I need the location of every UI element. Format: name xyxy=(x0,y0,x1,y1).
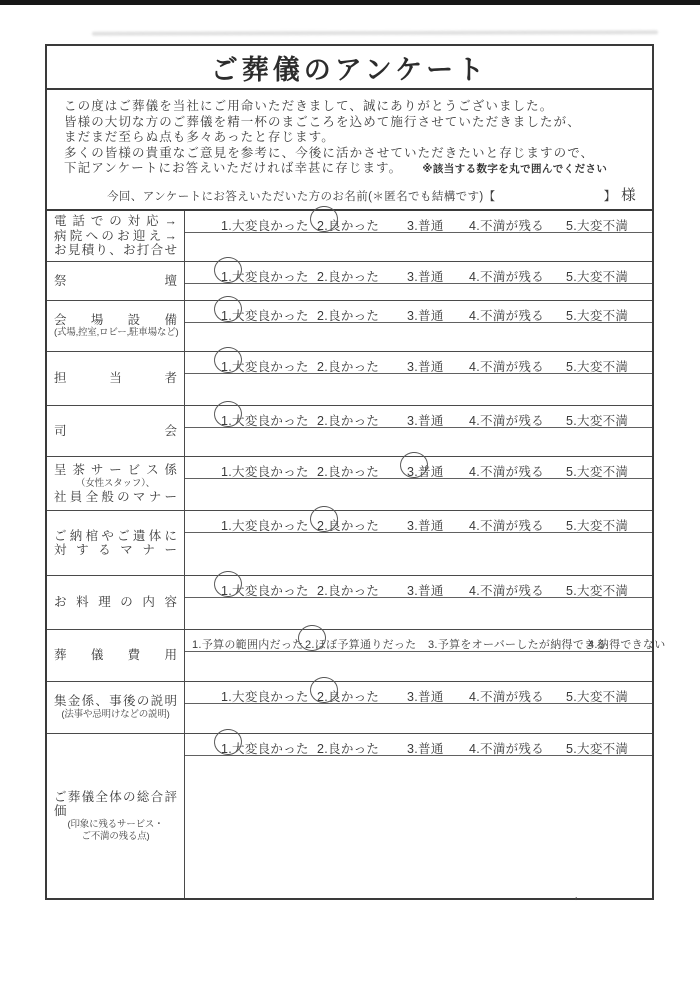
rating-options xyxy=(185,352,652,374)
rating-options xyxy=(185,576,652,598)
table-row xyxy=(47,352,652,406)
table-row xyxy=(47,262,652,301)
rating-option[interactable]: 5.大変不満 xyxy=(566,690,629,704)
rating-option[interactable]: 5.大変不満 xyxy=(566,519,629,533)
intro-section xyxy=(47,90,652,209)
rating-option[interactable]: 5.大変不満 xyxy=(566,414,629,428)
rating-option[interactable]: 2.良かった xyxy=(317,742,380,756)
question-sublabel-line: （女性スタッフ）、 xyxy=(76,477,155,489)
rating-option[interactable]: 2.良かった xyxy=(317,414,380,428)
question-label-line: 集金係、事後の説明 xyxy=(54,694,177,709)
rating-option[interactable]: 5.大変不満 xyxy=(566,584,629,598)
question-label-line: 病院へのお迎え→ xyxy=(54,228,177,243)
question-label xyxy=(47,211,185,261)
rating-option[interactable]: 4.不満が残る xyxy=(469,309,545,323)
respondent-name-line xyxy=(64,189,638,206)
rating-option[interactable]: 2.良かった xyxy=(317,360,380,374)
rating-option[interactable]: 4.不満が残る xyxy=(469,414,545,428)
question-sublabel-line: ご不満の残る点) xyxy=(81,830,150,842)
intro-line: この度はご葬儀を当社にご用命いただきまして、誠にありがとうございました。 xyxy=(64,99,554,113)
table-row xyxy=(47,734,652,898)
table-row xyxy=(47,457,652,511)
rating-option[interactable]: 3.普通 xyxy=(407,690,444,704)
question-label-line: 司会 xyxy=(54,423,177,438)
respondent-name-close-bracket: 】 xyxy=(603,188,617,203)
question-label-line: 担当者 xyxy=(54,371,177,386)
comment-area[interactable] xyxy=(185,428,652,456)
answer-cell xyxy=(185,511,652,575)
rating-options xyxy=(185,457,652,479)
rating-option[interactable]: 1.大変良かった xyxy=(221,742,309,756)
question-label xyxy=(47,301,185,351)
comment-area[interactable] xyxy=(185,374,652,405)
rating-option[interactable]: 5.大変不満 xyxy=(566,465,629,479)
answer-cell xyxy=(185,630,666,681)
comment-area[interactable] xyxy=(185,533,652,575)
comment-area[interactable] xyxy=(185,233,652,261)
rating-option[interactable]: 1.大変良かった xyxy=(221,270,309,284)
rating-option[interactable]: 3.予算をオーバーしたが納得できる xyxy=(428,639,607,651)
question-label-line: ご納棺やご遺体に xyxy=(54,528,177,543)
questionnaire-form xyxy=(45,44,666,900)
rating-option[interactable]: 3.普通 xyxy=(407,360,444,374)
answer-cell xyxy=(185,301,652,351)
question-label xyxy=(47,406,185,456)
scan-artifact-mark: ' xyxy=(572,893,579,910)
rating-option[interactable]: 3.普通 xyxy=(407,465,444,479)
rating-option[interactable]: 5.大変不満 xyxy=(566,270,629,284)
question-label xyxy=(47,734,185,898)
answer-cell xyxy=(185,457,652,510)
comment-area[interactable] xyxy=(185,704,652,733)
rating-options xyxy=(185,630,666,652)
table-row xyxy=(47,630,666,682)
comment-area[interactable] xyxy=(185,284,652,300)
page-title: ご葬儀のアンケート xyxy=(210,54,489,85)
intro-line: 皆様の大切な方のご葬儀を精一杯のまごころを込めて施行させていただきましたが、 xyxy=(64,114,581,129)
rating-option[interactable]: 3.普通 xyxy=(407,414,444,428)
intro-line: まだまだ至らぬ点も多々あったと存じます。 xyxy=(64,130,335,145)
question-label-line: 会場設備 xyxy=(54,312,177,327)
rating-option[interactable]: 1.大変良かった xyxy=(221,360,309,374)
rating-option[interactable]: 1.大変良かった xyxy=(221,414,309,428)
rating-options xyxy=(185,301,652,323)
table-row xyxy=(47,576,652,630)
rating-option[interactable]: 4.不満が残る xyxy=(469,690,545,704)
question-label xyxy=(47,630,185,681)
respondent-name-label: 今回、アンケートにお答えいただいた方のお名前(＊匿名でも結構です)【 xyxy=(107,190,496,203)
rating-option[interactable]: 2.良かった xyxy=(317,219,380,233)
question-label-line: 葬儀費用 xyxy=(54,648,177,663)
table-row xyxy=(47,301,652,352)
rating-option[interactable]: 3.普通 xyxy=(407,219,444,233)
rating-option[interactable]: 2.良かった xyxy=(317,270,380,284)
comment-area[interactable] xyxy=(185,652,652,681)
rating-option[interactable]: 2.良かった xyxy=(317,690,380,704)
question-label xyxy=(47,682,185,733)
question-label-line: お見積り、お打合せ xyxy=(54,243,177,258)
rating-option[interactable]: 2.良かった xyxy=(317,584,380,598)
rating-option[interactable]: 5.大変不満 xyxy=(566,219,629,233)
question-label-line: 対するマナー xyxy=(54,543,177,557)
rating-option[interactable]: 4.不満が残る xyxy=(469,742,545,756)
rating-options xyxy=(185,262,652,284)
rating-option[interactable]: 4.不満が残る xyxy=(469,360,545,374)
questionnaire-table xyxy=(47,209,666,898)
table-row xyxy=(47,682,652,734)
rating-options xyxy=(185,211,652,233)
table-row xyxy=(47,211,652,262)
rating-options xyxy=(185,406,652,428)
intro-paragraph xyxy=(64,99,638,178)
answer-cell xyxy=(185,211,652,261)
answer-cell xyxy=(185,734,652,898)
rating-option[interactable]: 4.不満が残る xyxy=(469,465,545,479)
rating-option[interactable]: 1.大変良かった xyxy=(221,309,309,323)
question-label xyxy=(47,352,185,405)
rating-option[interactable]: 3.普通 xyxy=(407,309,444,323)
rating-options xyxy=(185,734,652,756)
rating-option[interactable]: 4.不満が残る xyxy=(469,219,545,233)
question-sublabel-line: (式場,控室,ロビー,駐車場など) xyxy=(54,327,179,339)
rating-option[interactable]: 2.ほぼ予算通りだった xyxy=(305,639,417,651)
rating-option[interactable]: 4.不満が残る xyxy=(469,519,545,533)
respondent-name-honorific: 様 xyxy=(621,187,636,204)
table-row xyxy=(47,406,652,457)
answer-cell xyxy=(185,262,652,300)
rating-option[interactable]: 4.納得できない xyxy=(588,639,666,651)
answer-cell xyxy=(185,576,652,629)
title-box xyxy=(47,46,652,90)
comment-area[interactable] xyxy=(185,479,652,510)
rating-option[interactable]: 3.普通 xyxy=(407,742,444,756)
intro-line: 下記アンケートにお答えいただければ幸甚に存じます。 ※該当する数字を丸で囲んでください xyxy=(64,161,608,176)
rating-option[interactable]: 1.大変良かった xyxy=(221,465,309,479)
rating-option[interactable]: 2.良かった xyxy=(317,519,380,533)
rating-option[interactable]: 4.不満が残る xyxy=(469,270,545,284)
question-label-line: 祭壇 xyxy=(54,273,177,288)
rating-option[interactable]: 5.大変不満 xyxy=(566,309,629,323)
answer-cell xyxy=(185,682,652,733)
rating-option[interactable]: 3.普通 xyxy=(407,270,444,284)
rating-option[interactable]: 5.大変不満 xyxy=(566,742,629,756)
question-label-line: ご葬儀全体の総合評価 xyxy=(54,789,177,818)
answer-cell xyxy=(185,406,652,456)
question-label-line: お料理の内容 xyxy=(54,595,177,610)
rating-option[interactable]: 1.大変良かった xyxy=(221,219,309,233)
question-label-line: 電話での対応→ xyxy=(54,214,177,229)
table-row xyxy=(47,511,652,576)
question-sublabel-line: (印象に残るサービス・ xyxy=(67,818,164,830)
circle-instruction-note: ※該当する数字を丸で囲んでください xyxy=(422,163,608,176)
rating-options xyxy=(185,511,652,533)
rating-option[interactable]: 1.予算の範囲内だった xyxy=(192,639,304,651)
rating-option[interactable]: 1.大変良かった xyxy=(221,690,309,704)
rating-option[interactable]: 2.良かった xyxy=(317,309,380,323)
comment-area[interactable] xyxy=(185,323,652,351)
rating-option[interactable]: 3.普通 xyxy=(407,584,444,598)
intro-line: 多くの皆様の貴重なご意見を参考に、今後に活かさせていただきたいと存じますので、 xyxy=(64,145,595,160)
scan-artifact-top-bar xyxy=(0,0,700,5)
question-label xyxy=(47,457,185,510)
answer-cell xyxy=(185,352,652,405)
question-label xyxy=(47,511,185,575)
rating-options xyxy=(185,682,652,704)
question-sublabel-line: (法事や忌明けなどの説明) xyxy=(61,708,170,720)
rating-option[interactable]: 4.不満が残る xyxy=(469,584,545,598)
question-label-line: 呈茶サービス係 xyxy=(54,463,177,477)
rating-option[interactable]: 1.大変良かった xyxy=(221,519,309,533)
rating-option[interactable]: 3.普通 xyxy=(407,519,444,533)
question-label-line: 社員全般のマナー xyxy=(54,489,177,504)
rating-option[interactable]: 1.大変良かった xyxy=(221,584,309,598)
comment-area[interactable] xyxy=(185,756,652,898)
rating-option[interactable]: 5.大変不満 xyxy=(566,360,629,374)
scan-artifact-smudge xyxy=(92,30,658,35)
question-label xyxy=(47,576,185,629)
rating-option[interactable]: 2.良かった xyxy=(317,465,380,479)
comment-area[interactable] xyxy=(185,598,652,629)
question-label xyxy=(47,262,185,300)
